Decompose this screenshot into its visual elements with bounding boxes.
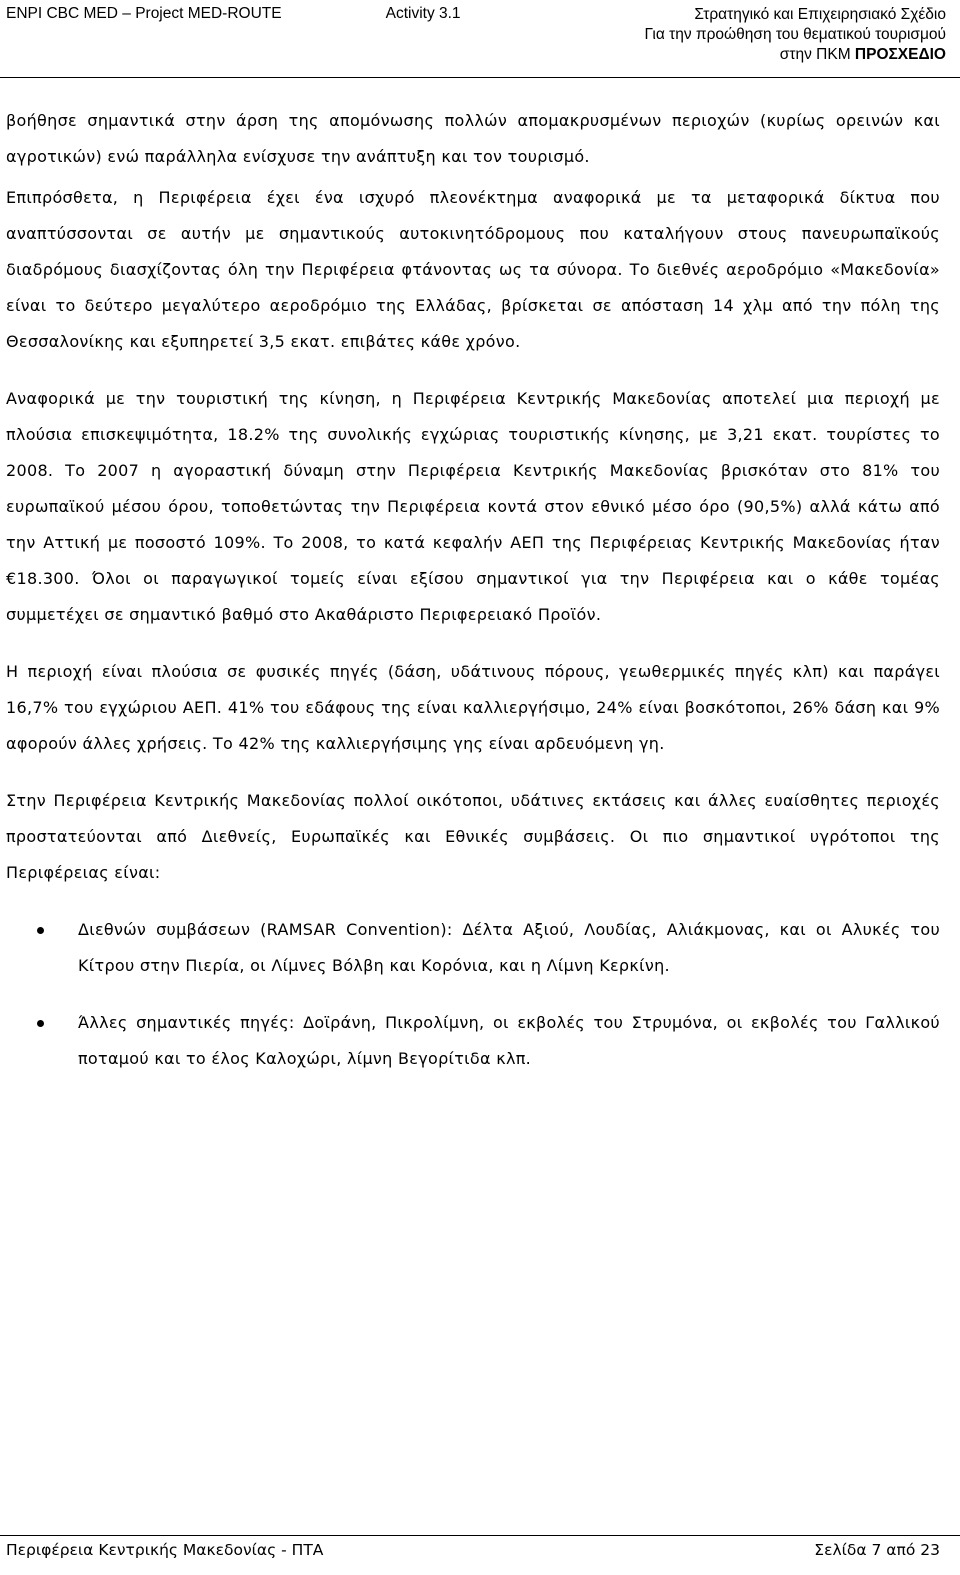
list-item — [6, 1005, 940, 1077]
wetlands-list — [6, 912, 940, 1077]
paragraph-2: Επιπρόσθετα, η Περιφέρεια έχει ένα ισχυρό πλεονέκτημα αναφορικά με τα μεταφορικά δίκτυα που αναπτύσσονται σε αυτήν με σημαντικούς αυτοκινητόδρομους που καταλήγουν στους πανευρωπαϊκούς διαδρόμους διασχίζοντας όλη την Περιφέρεια φτάνοντας ως τα σύνορα. Το διεθνές αεροδρόμιο «Μακεδονία» είναι το δεύτερο μεγαλύτερο αεροδρόμιο της Ελλάδας, βρίσκεται σε απόσταση 14 χλμ από την πόλη της Θεσσαλονίκης και εξυπηρετεί 3,5 εκατ. επιβάτες κάθε χρόνο. — [6, 188, 940, 351]
list-item-text: Άλλες σημαντικές πηγές: Δοϊράνη, Πικρολίμνη, οι εκβολές του Στρυμόνα, οι εκβολές του Γαλλικού ποταμού και το έλος Καλοχώρι, λίμνη Βεγορίτιδα κλπ. — [78, 1013, 940, 1068]
header-activity: Activity 3.1 — [385, 5, 461, 22]
header-project: ENPI CBC MED – Project MED-ROUTE — [6, 5, 282, 22]
bullet-icon — [37, 1020, 44, 1027]
header-title-line3 — [645, 45, 946, 65]
header-divider — [0, 77, 960, 78]
footer-organization: Περιφέρεια Κεντρικής Μακεδονίας - ΠΤΑ — [6, 1541, 324, 1559]
page-header — [0, 0, 960, 80]
document-body — [6, 103, 940, 1098]
paragraph-1: βοήθησε σημαντικά στην άρση της απομόνωσης πολλών απομακρυσμένων περιοχών (κυρίως ορεινών και αγροτικών) ενώ παράλληλα ενίσχυσε την ανάπτυξη και τον τουρισμό. — [6, 111, 940, 166]
bullet-icon — [37, 927, 44, 934]
footer-divider — [0, 1535, 960, 1536]
paragraph-4: Η περιοχή είναι πλούσια σε φυσικές πηγές (δάση, υδάτινους πόρους, γεωθερμικές πηγές κλπ) και παράγει 16,7% του εγχώριου ΑΕΠ. 41% του εδάφους της είναι καλλιεργήσιμο, 24% είναι βοσκότοποι, 26% δάση και 9% αφορούν άλλες χρήσεις. Το 42% της καλλιεργήσιμης γης είναι αρδευόμενη γη. — [6, 662, 940, 753]
header-right — [645, 5, 946, 65]
header-title-line1: Στρατηγικό και Επιχειρησιακό Σχέδιο — [694, 6, 946, 23]
header-left — [6, 5, 461, 23]
paragraph-3: Αναφορικά με την τουριστική της κίνηση, η Περιφέρεια Κεντρικής Μακεδονίας αποτελεί μια περιοχή με πλούσια επισκεψιμότητα, 18.2% της συνολικής εγχώριας τουριστικής κίνησης, με 3,21 εκατ. τουρίστες το 2008. Το 2007 η αγοραστική δύναμη στην Περιφέρεια Κεντρικής Μακεδονίας βρισκόταν στο 81% του ευρωπαϊκού μέσου όρου, τοποθετώντας την Περιφέρεια κοντά στον εθνικό μέσο όρο (90,5%) αλλά κάτω από την Αττική με ποσοστό 109%. Το 2008, το κατά κεφαλήν ΑΕΠ της Περιφέρειας Κεντρικής Μακεδονίας ήταν €18.300. Όλοι οι παραγωγικοί τομείς είναι εξίσου σημαντικοί για την Περιφέρεια και ο κάθε τομέας συμμετέχει σε σημαντικό βαθμό στο Ακαθάριστο Περιφερειακό Προϊόν. — [6, 389, 940, 624]
draft-label: ΠΡΟΣΧΕΔΙΟ — [854, 46, 946, 63]
header-title-line3-prefix: στην ΠΚΜ — [779, 46, 851, 63]
list-item-text: Διεθνών συμβάσεων (RAMSAR Convention): Δέλτα Αξιού, Λουδίας, Αλιάκμονας, και οι Αλυκές του Κίτρου στην Πιερία, οι Λίμνες Βόλβη και Κορόνια, και η Λίμνη Κερκίνη. — [78, 920, 940, 975]
list-item — [6, 912, 940, 984]
header-title-line2: Για την προώθηση του θεματικού τουρισμού — [644, 26, 946, 43]
page-number: Σελίδα 7 από 23 — [814, 1541, 940, 1559]
paragraph-5: Στην Περιφέρεια Κεντρικής Μακεδονίας πολλοί οικότοποι, υδάτινες εκτάσεις και άλλες ευαίσθητες περιοχές προστατεύονται από Διεθνείς, Ευρωπαϊκές και Εθνικές συμβάσεις. Οι πιο σημαντικοί υγρότοποι της Περιφέρειας είναι: — [6, 791, 940, 882]
